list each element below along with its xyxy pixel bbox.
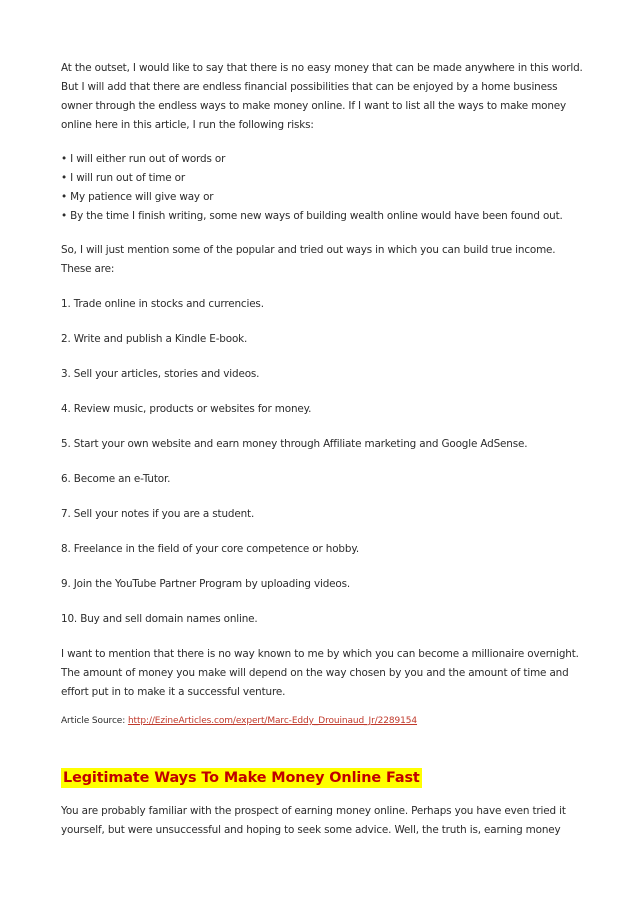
spacer bbox=[61, 454, 598, 470]
way-item-3: 3. Sell your articles, stories and videos. bbox=[61, 368, 260, 380]
spacer bbox=[61, 279, 598, 295]
text-line: online here in this article, I run the following risks: bbox=[61, 119, 314, 131]
text-line: You are probably familiar with the prospect of earning money online. Perhaps you have even tried it bbox=[61, 805, 566, 817]
text-line: yourself, but were unsuccessful and hoping to seek some advice. Well, the truth is, earning money bbox=[61, 824, 561, 836]
spacer bbox=[61, 524, 598, 540]
spacer bbox=[61, 226, 598, 241]
section-heading: Legitimate Ways To Make Money Online Fast bbox=[63, 770, 420, 786]
conclusion-paragraph bbox=[61, 645, 598, 702]
intro-paragraph bbox=[61, 59, 598, 135]
risks-list bbox=[61, 150, 598, 226]
mention-paragraph bbox=[61, 241, 598, 279]
text-line: So, I will just mention some of the popular and tried out ways in which you can build true income. bbox=[61, 244, 556, 256]
spacer bbox=[61, 135, 598, 150]
spacer bbox=[61, 594, 598, 610]
article-source bbox=[61, 714, 598, 728]
way-item-9: 9. Join the YouTube Partner Program by uploading videos. bbox=[61, 578, 351, 590]
way-item-7: 7. Sell your notes if you are a student. bbox=[61, 508, 255, 520]
section2-paragraph bbox=[61, 802, 598, 840]
way-item-10: 10. Buy and sell domain names online. bbox=[61, 613, 258, 625]
text-line: owner through the endless ways to make money online. If I want to list all the ways to make money bbox=[61, 100, 567, 112]
text-line: These are: bbox=[61, 263, 115, 275]
text-line: But I will add that there are endless financial possibilities that can be enjoyed by a home business bbox=[61, 81, 558, 93]
list-item: • My patience will give way or bbox=[61, 191, 214, 203]
text-line: I want to mention that there is no way known to me by which you can become a millionaire overnight. bbox=[61, 648, 579, 660]
text-line: At the outset, I would like to say that there is no easy money that can be made anywhere in this world. bbox=[61, 62, 583, 74]
article-source-label: Article Source: bbox=[61, 716, 128, 726]
section-heading-wrap bbox=[61, 767, 598, 788]
way-item-4: 4. Review music, products or websites for money. bbox=[61, 403, 312, 415]
way-item-5: 5. Start your own website and earn money through Affiliate marketing and Google AdSense. bbox=[61, 438, 528, 450]
list-item: • I will either run out of words or bbox=[61, 153, 226, 165]
spacer bbox=[61, 559, 598, 575]
spacer bbox=[61, 702, 598, 714]
spacer bbox=[61, 314, 598, 330]
spacer bbox=[61, 629, 598, 645]
spacer bbox=[61, 349, 598, 365]
way-item-8: 8. Freelance in the field of your core competence or hobby. bbox=[61, 543, 359, 555]
spacer bbox=[61, 419, 598, 435]
list-item: • By the time I finish writing, some new ways of building wealth online would have been found out. bbox=[61, 210, 563, 222]
way-item-6: 6. Become an e-Tutor. bbox=[61, 473, 171, 485]
list-item: • I will run out of time or bbox=[61, 172, 186, 184]
way-item-2: 2. Write and publish a Kindle E-book. bbox=[61, 333, 248, 345]
spacer bbox=[61, 384, 598, 400]
text-line: effort put in to make it a successful venture. bbox=[61, 686, 286, 698]
text-line: The amount of money you make will depend on the way chosen by you and the amount of time and bbox=[61, 667, 569, 679]
article-source-link[interactable]: http://EzineArticles.com/expert/Marc-Eddy_Drouinaud_Jr/2289154 bbox=[127, 716, 418, 726]
way-item-1: 1. Trade online in stocks and currencies. bbox=[61, 298, 264, 310]
spacer bbox=[61, 489, 598, 505]
